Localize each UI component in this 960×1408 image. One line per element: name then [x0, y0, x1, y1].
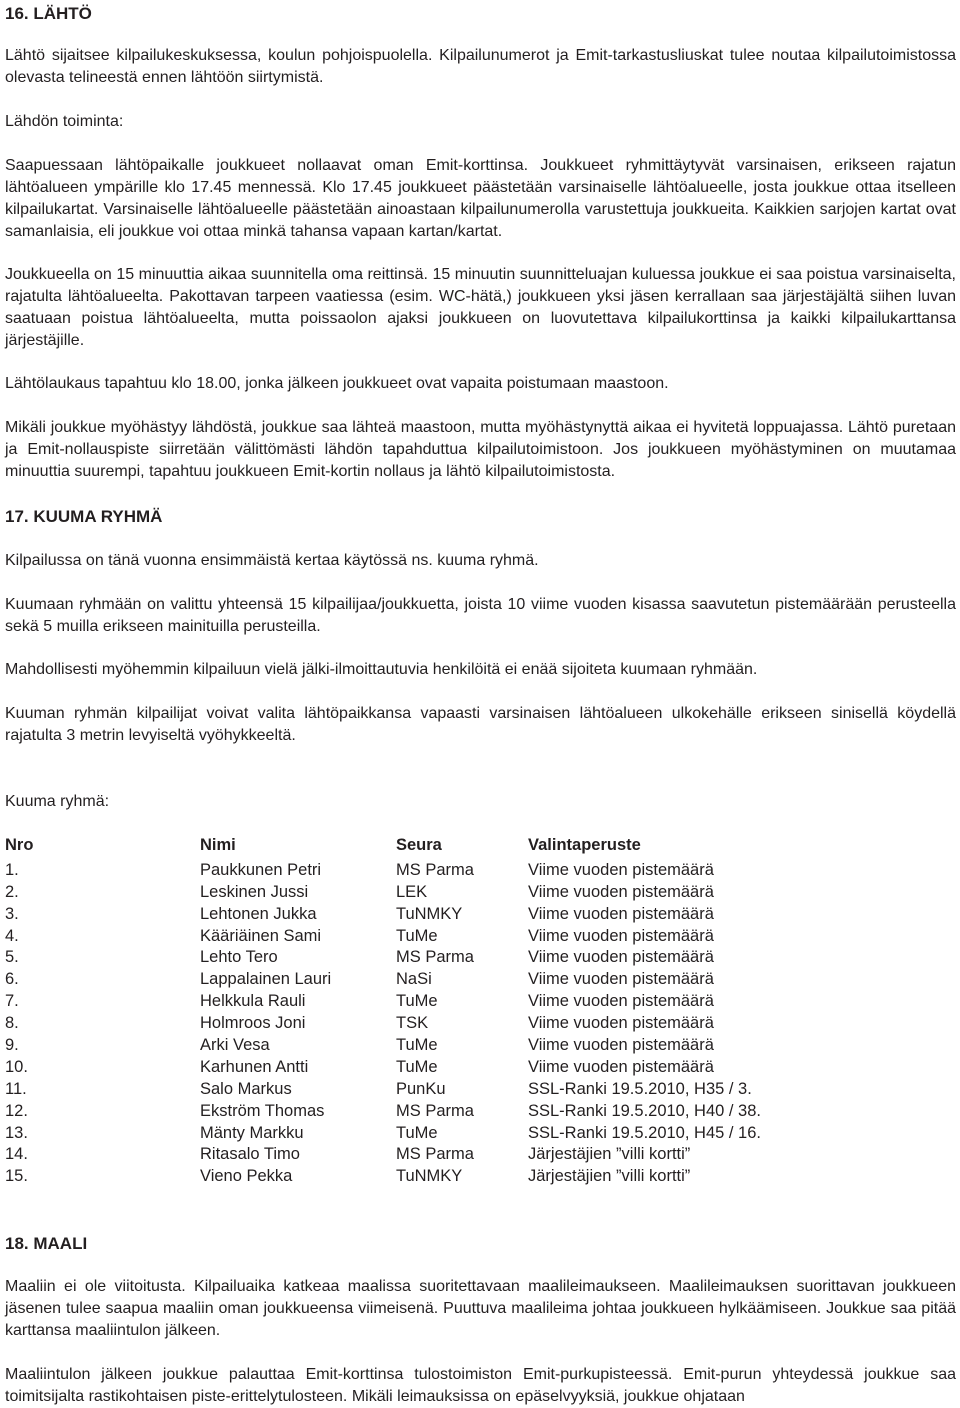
cell-nimi: Salo Markus [200, 1079, 292, 1098]
cell-nimi: Kääriäinen Sami [200, 926, 322, 945]
cell-seura: TuMe [396, 1036, 438, 1055]
section-16-title: 16. LÄHTÖ [5, 4, 92, 23]
cell-valintaperuste: Viime vuoden pistemäärä [528, 1014, 714, 1033]
column-header-valintaperuste: Valintaperuste [528, 836, 641, 854]
cell-seura: TuNMKY [396, 1167, 463, 1186]
cell-nro: 9. [5, 1036, 19, 1055]
cell-nimi: Ekström Thomas [200, 1101, 325, 1120]
cell-nimi: Ritasalo Timo [200, 1145, 300, 1164]
cell-nro: 7. [5, 992, 19, 1011]
cell-valintaperuste: Viime vuoden pistemäärä [528, 882, 714, 901]
section-16-paragraph-5: Lähtölaukaus tapahtuu klo 18.00, jonka jälkeen joukkueet ovat vapaita poistumaan maastoon. [5, 375, 669, 392]
cell-valintaperuste: Viime vuoden pistemäärä [528, 1057, 714, 1076]
section-16-paragraph-1: Lähtö sijaitsee kilpailukeskuksessa, koulun pohjoispuolella. Kilpailunumerot ja Emit-tarkastusliuskat tulee noutaa kilpailutoimistossa olevasta telineestä ennen lähtöön siirtymistä. [5, 47, 956, 86]
section-16-paragraph-6: Mikäli joukkue myöhästyy lähdöstä, joukkue saa lähteä maastoon, mutta myöhästynyttä aikaa ei hyvitetä loppuajassa. Lähtö puretaan ja Emit-nollauspiste siirretään välittömästi lähdön tapahduttua kilpailutoimistoon. Jos joukkueen myöhästyminen on muutamaa minuuttia suurempi, tapahtuu joukkueen Emit-kortin nollaus ja lähtö kilpailutoimistosta. [5, 419, 956, 480]
cell-seura: MS Parma [396, 948, 474, 967]
cell-nimi: Leskinen Jussi [200, 882, 309, 901]
section-16-paragraph-3: Saapuessaan lähtöpaikalle joukkueet nollaavat oman Emit-korttinsa. Joukkueet ryhmittäytyvät varsinaisen, erikseen rajatun lähtöalueen ympärille klo 17.45 mennessä. Klo 17.45 joukkueet päästetään varsinaiselle lähtöalueelle, josta joukkue ottaa itselleen kilpailukartat. Varsinaiselle lähtöalueelle päästetään ainoastaan kilpailunumerolla varustettuja joukkueita. Kaikkien sarjojen kartat ovat samanlaisia, eli joukkue voi ottaa minkä tahansa vapaan kartan/kartat. [5, 157, 956, 240]
cell-seura: LEK [396, 882, 428, 901]
cell-valintaperuste: Viime vuoden pistemäärä [528, 926, 714, 945]
cell-seura: TuMe [396, 992, 438, 1011]
cell-seura: TSK [396, 1014, 429, 1033]
cell-nro: 8. [5, 1014, 19, 1033]
cell-nimi: Lehtonen Jukka [200, 904, 317, 923]
cell-nro: 2. [5, 882, 19, 901]
column-header-seura: Seura [396, 836, 442, 854]
section-17-paragraph-3: Mahdollisesti myöhemmin kilpailuun vielä jälki-ilmoittautuvia henkilöitä ei enää sijoiteta kuumaan ryhmään. [5, 661, 758, 678]
cell-nimi: Karhunen Antti [200, 1057, 309, 1076]
cell-valintaperuste: SSL-Ranki 19.5.2010, H40 / 38. [528, 1101, 761, 1120]
section-17-paragraph-1: Kilpailussa on tänä vuonna ensimmäistä kertaa käytössä ns. kuuma ryhmä. [5, 552, 539, 569]
cell-nro: 12. [5, 1101, 28, 1120]
cell-nimi: Helkkula Rauli [200, 992, 306, 1011]
cell-valintaperuste: Viime vuoden pistemäärä [528, 992, 714, 1011]
cell-nro: 4. [5, 926, 19, 945]
cell-nimi: Lappalainen Lauri [200, 970, 332, 989]
cell-nro: 1. [5, 860, 19, 879]
cell-valintaperuste: Järjestäjien ”villi kortti” [528, 1145, 691, 1164]
section-17-paragraph-4: Kuuman ryhmän kilpailijat voivat valita lähtöpaikkansa vapaasti varsinaisen lähtöalueen ulkokehälle erikseen sinisellä köydellä rajatulta 3 metrin levyiseltä vyöhykkeeltä. [5, 705, 956, 744]
cell-seura: NaSi [396, 970, 432, 989]
section-17-paragraph-5: Kuuma ryhmä: [5, 793, 110, 810]
column-header-nimi: Nimi [200, 836, 236, 854]
cell-nro: 11. [5, 1079, 27, 1098]
cell-seura: TuMe [396, 926, 438, 945]
section-17-paragraph-2: Kuumaan ryhmään on valittu yhteensä 15 kilpailijaa/joukkuetta, joista 10 viime vuoden kisassa saavutetun pistemäärään perusteella sekä 5 muilla erikseen mainituilla perusteilla. [5, 596, 956, 635]
section-16-paragraph-4: Joukkueella on 15 minuuttia aikaa suunnitella oma reittinsä. 15 minuutin suunnitteluajan kuluessa joukkue ei saa poistua varsinaiselta, rajatulta lähtöalueelta. Pakottavan tarpeen vaatiessa (esim. WC-hätä,) joukkueen yksi jäsen kerrallaan saa järjestäjältä siihen luvan saatuaan poistua lähtöalueelta, mutta poissaolon ajaksi joukkueen on luovutettava kilpailukorttinsa ja kaikki kilpailukarttansa järjestäjille. [5, 266, 956, 349]
cell-nro: 13. [5, 1123, 28, 1142]
cell-seura: PunKu [396, 1079, 446, 1098]
cell-nimi: Holmroos Joni [200, 1014, 306, 1033]
cell-nro: 3. [5, 904, 19, 923]
cell-nimi: Vieno Pekka [200, 1167, 293, 1186]
cell-valintaperuste: Viime vuoden pistemäärä [528, 970, 714, 989]
cell-nro: 6. [5, 970, 19, 989]
cell-valintaperuste: SSL-Ranki 19.5.2010, H45 / 16. [528, 1123, 761, 1142]
cell-valintaperuste: Viime vuoden pistemäärä [528, 1036, 714, 1055]
cell-valintaperuste: SSL-Ranki 19.5.2010, H35 / 3. [528, 1079, 752, 1098]
cell-nro: 14. [5, 1145, 28, 1164]
cell-nimi: Lehto Tero [200, 948, 278, 967]
cell-nimi: Mänty Markku [200, 1123, 304, 1142]
cell-nro: 10. [5, 1057, 28, 1076]
cell-nimi: Arki Vesa [200, 1036, 270, 1055]
cell-seura: TuNMKY [396, 904, 463, 923]
cell-seura: MS Parma [396, 860, 474, 879]
cell-valintaperuste: Järjestäjien ”villi kortti” [528, 1167, 691, 1186]
section-18-paragraph-2: Maaliintulon jälkeen joukkue palauttaa Emit-korttinsa tulostoimiston Emit-purkupisteessä. Emit-purun yhteydessä joukkue saa toimitsijalta rastikohtaisen piste-erittelytulosteen. Mikäli leimauksissa on epäselvyyksiä, joukkue ohjataan [5, 1366, 956, 1405]
cell-seura: MS Parma [396, 1145, 474, 1164]
cell-nro: 5. [5, 948, 19, 967]
column-header-nro: Nro [5, 836, 34, 854]
cell-seura: MS Parma [396, 1101, 474, 1120]
cell-nimi: Paukkunen Petri [200, 860, 322, 879]
cell-seura: TuMe [396, 1123, 438, 1142]
cell-valintaperuste: Viime vuoden pistemäärä [528, 904, 714, 923]
section-17-title: 17. KUUMA RYHMÄ [5, 507, 163, 526]
cell-seura: TuMe [396, 1057, 438, 1076]
section-18-paragraph-1: Maaliin ei ole viitoitusta. Kilpailuaika katkeaa maalissa suoritettavaan maalileimaukseen. Maalileimauksen suorittavan joukkueen jäsenen tulee saapua maaliin oman joukkueensa viimeisenä. Puuttuva maalileima johtaa joukkueen hylkäämiseen. Joukkue saa pitää karttansa maaliintulon jälkeen. [5, 1278, 956, 1339]
cell-valintaperuste: Viime vuoden pistemäärä [528, 860, 714, 879]
cell-nro: 15. [5, 1167, 28, 1186]
section-16-paragraph-2: Lähdön toiminta: [5, 113, 124, 130]
cell-valintaperuste: Viime vuoden pistemäärä [528, 948, 714, 967]
section-18-title: 18. MAALI [5, 1234, 88, 1253]
